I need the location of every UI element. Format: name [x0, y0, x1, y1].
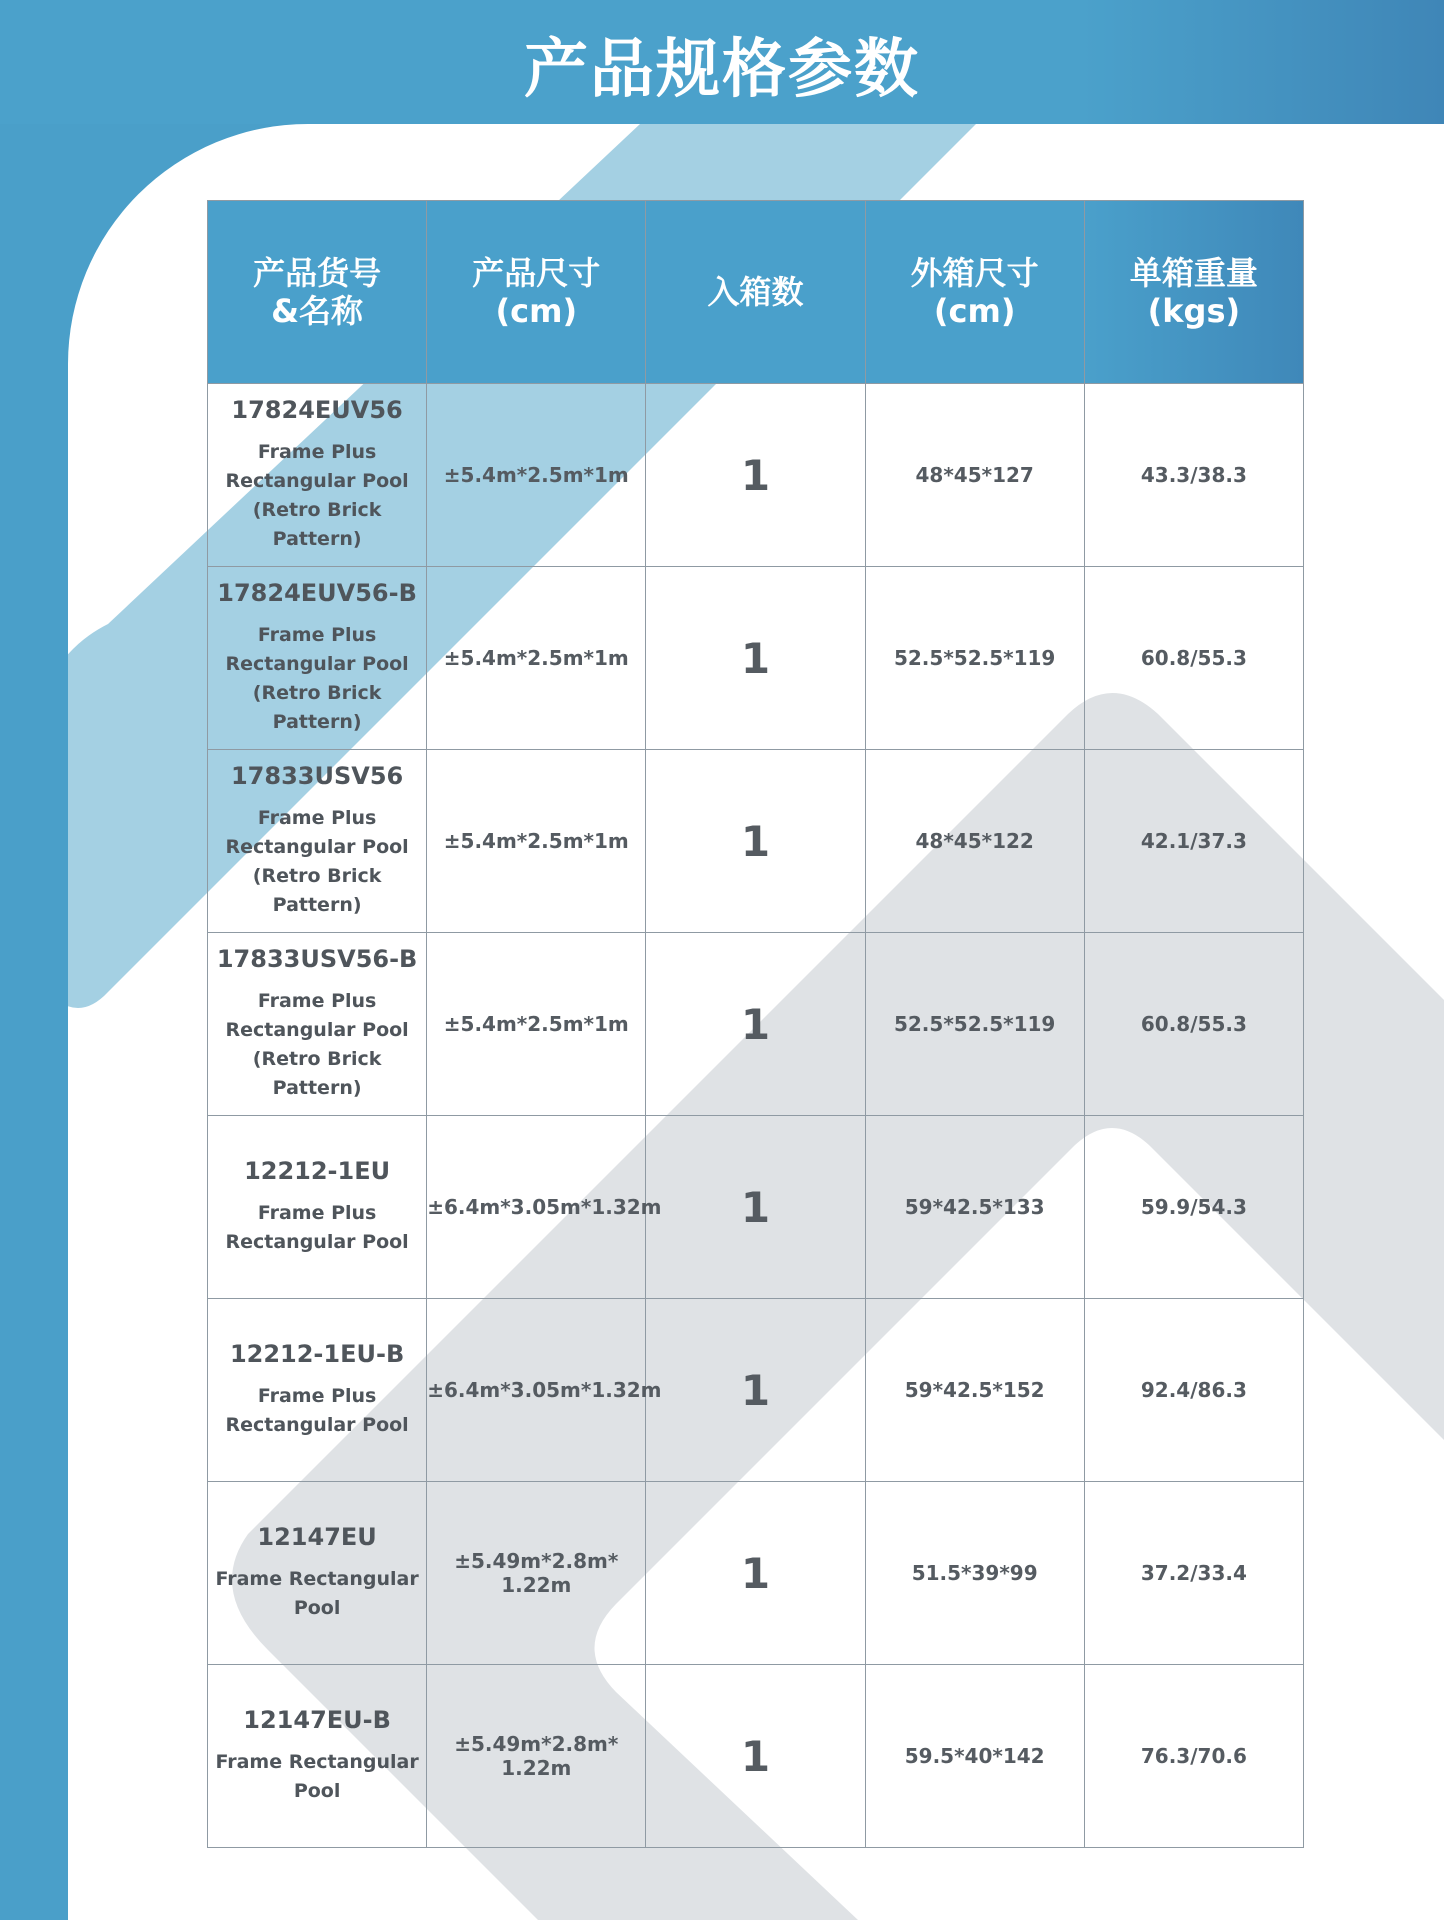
product-code: 12147EU-B [243, 1706, 391, 1734]
header-carton-size: 外箱尺寸 (cm) [865, 201, 1084, 384]
product-cell [208, 750, 427, 933]
product-name: Frame Plus Rectangular Pool (Retro Brick Pattern) [225, 807, 409, 916]
table-row [208, 384, 1304, 567]
product-size: ±5.4m*2.5m*1m [427, 567, 646, 750]
carton-size: 59*42.5*152 [865, 1299, 1084, 1482]
product-size: ±5.49m*2.8m* 1.22m [427, 1482, 646, 1665]
product-size: ±5.4m*2.5m*1m [427, 750, 646, 933]
carton-size: 48*45*122 [865, 750, 1084, 933]
carton-quantity: 1 [646, 1665, 865, 1848]
page-title: 产品规格参数 [524, 33, 920, 107]
header-quantity: 入箱数 [646, 201, 865, 384]
carton-quantity: 1 [646, 1299, 865, 1482]
product-size: ±5.4m*2.5m*1m [427, 384, 646, 567]
carton-weight: 92.4/86.3 [1084, 1299, 1303, 1482]
carton-size: 52.5*52.5*119 [865, 567, 1084, 750]
header-product-size: 产品尺寸 (cm) [427, 201, 646, 384]
product-code: 17833USV56-B [216, 945, 418, 973]
table-row [208, 1482, 1304, 1665]
product-name: Frame Plus Rectangular Pool [225, 1385, 409, 1436]
carton-quantity: 1 [646, 567, 865, 750]
carton-weight: 42.1/37.3 [1084, 750, 1303, 933]
carton-weight: 59.9/54.3 [1084, 1116, 1303, 1299]
product-size: ±5.4m*2.5m*1m [427, 933, 646, 1116]
product-cell [208, 933, 427, 1116]
carton-quantity: 1 [646, 1116, 865, 1299]
product-cell [208, 567, 427, 750]
table-row [208, 1116, 1304, 1299]
product-cell [208, 1665, 427, 1848]
carton-quantity: 1 [646, 1482, 865, 1665]
carton-size: 59.5*40*142 [865, 1665, 1084, 1848]
carton-size: 48*45*127 [865, 384, 1084, 567]
product-name: Frame Rectangular Pool [215, 1568, 419, 1619]
header-weight: 单箱重量 (kgs) [1084, 201, 1303, 384]
product-size: ±5.49m*2.8m* 1.22m [427, 1665, 646, 1848]
product-name: Frame Plus Rectangular Pool (Retro Brick Pattern) [225, 441, 409, 550]
product-cell [208, 1116, 427, 1299]
carton-quantity: 1 [646, 933, 865, 1116]
product-code: 17824EUV56 [231, 396, 403, 424]
carton-size: 51.5*39*99 [865, 1482, 1084, 1665]
carton-size: 52.5*52.5*119 [865, 933, 1084, 1116]
product-name: Frame Plus Rectangular Pool (Retro Brick Pattern) [225, 990, 409, 1099]
table-row [208, 1665, 1304, 1848]
carton-weight: 76.3/70.6 [1084, 1665, 1303, 1848]
product-name: Frame Rectangular Pool [215, 1751, 419, 1802]
table-header-row [208, 201, 1304, 384]
table-row [208, 567, 1304, 750]
content-panel [68, 124, 1444, 1920]
carton-weight: 43.3/38.3 [1084, 384, 1303, 567]
carton-weight: 60.8/55.3 [1084, 567, 1303, 750]
carton-weight: 37.2/33.4 [1084, 1482, 1303, 1665]
carton-size: 59*42.5*133 [865, 1116, 1084, 1299]
product-name: Frame Plus Rectangular Pool (Retro Brick Pattern) [225, 624, 409, 733]
product-code: 12212-1EU-B [229, 1340, 405, 1368]
product-code: 17833USV56 [230, 762, 404, 790]
table-row [208, 1299, 1304, 1482]
product-cell [208, 1299, 427, 1482]
spec-table [207, 200, 1304, 1848]
carton-weight: 60.8/55.3 [1084, 933, 1303, 1116]
product-name: Frame Plus Rectangular Pool [225, 1202, 409, 1253]
header-product-code: 产品货号 &名称 [208, 201, 427, 384]
product-size: ±6.4m*3.05m*1.32m [427, 1299, 646, 1482]
carton-quantity: 1 [646, 384, 865, 567]
table-row [208, 750, 1304, 933]
product-code: 17824EUV56-B [217, 579, 417, 607]
product-cell [208, 1482, 427, 1665]
product-code: 12147EU [257, 1523, 377, 1551]
product-code: 12212-1EU [244, 1157, 391, 1185]
table-row [208, 933, 1304, 1116]
carton-quantity: 1 [646, 750, 865, 933]
product-cell [208, 384, 427, 567]
product-size: ±6.4m*3.05m*1.32m [427, 1116, 646, 1299]
